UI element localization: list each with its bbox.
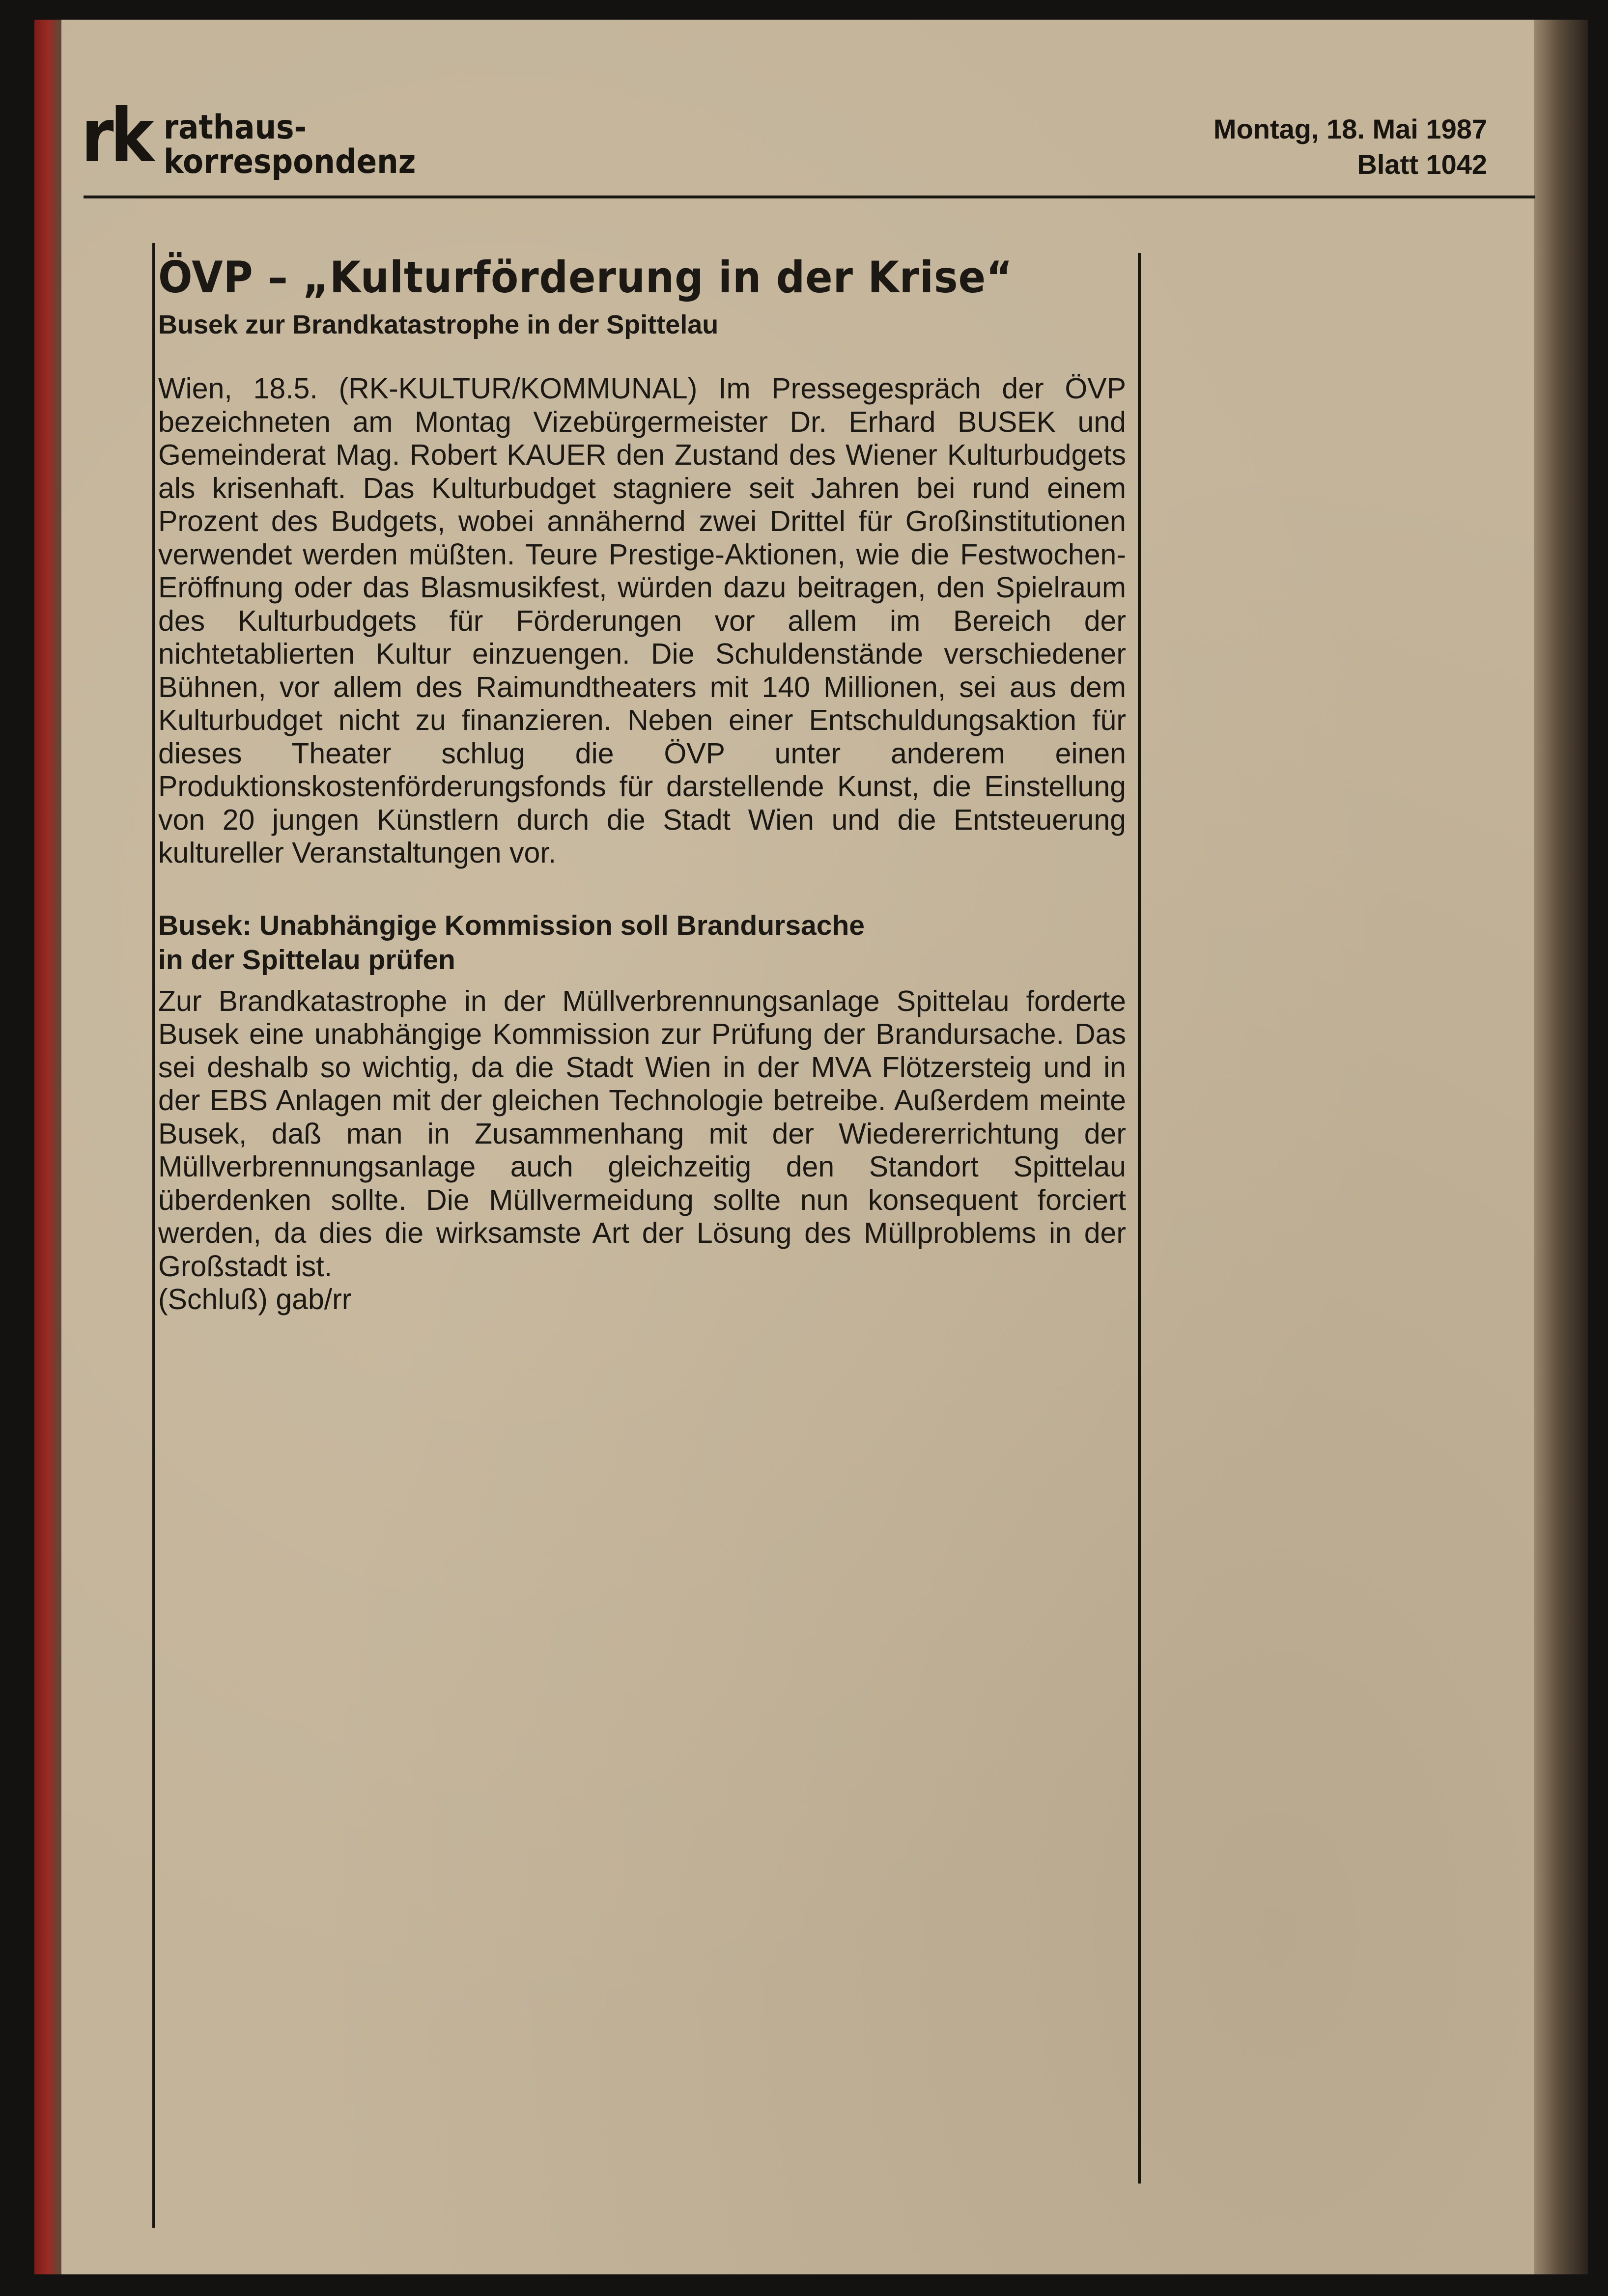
logo-word-rathaus: rathaus- xyxy=(164,108,307,147)
article-subtitle: Busek zur Brandkatastrophe in der Spittelau xyxy=(158,310,719,339)
article-signoff: (Schluß) gab/rr xyxy=(158,1283,352,1316)
logo-word-korrespondenz: korrespondenz xyxy=(164,142,416,181)
subheading-line-1: Busek: Unabhängige Kommission soll Brandursache xyxy=(158,909,865,941)
page-edge-shadow xyxy=(1534,20,1588,2274)
subheading-line-2: in der Spittelau prüfen xyxy=(158,944,455,976)
article xyxy=(158,251,1126,1316)
article-border-right xyxy=(1138,253,1141,2184)
sheet-number: Blatt 1042 xyxy=(1357,149,1487,180)
issue-date: Montag, 18. Mai 1987 xyxy=(1213,113,1487,144)
section-subheading xyxy=(158,908,1126,977)
header-rule xyxy=(84,196,1535,198)
article-border-left xyxy=(152,243,155,2228)
logo-abbreviation: rk xyxy=(81,93,151,179)
article-title: ÖVP – „Kulturförderung in der Krise“ xyxy=(158,252,1013,303)
binding-edge xyxy=(34,20,61,2274)
article-paragraph-2: Zur Brandkatastrophe in der Müllverbrennungsanlage Spittelau forderte Busek eine unabhängige Kommission zur Prüfung der Brandursache. Das sei deshalb so wichtig, da die Stadt Wien in der MVA Flötzersteig und in der EBS Anlagen mit der gleichen Technologie betreibe. Außerdem meinte Busek, daß man in Zusammenhang mit der Wiedererrichtung der Müllverbrennungsanlage auch gleichzeitig den Standort Spittelau überdenken sollte. Die Müllvermeidung sollte nun konsequent forciert werden, da dies die wirksamste Art der Lösung des Müllproblems in der Großstadt ist. xyxy=(158,984,1126,1283)
article-paragraph-1: Wien, 18.5. (RK-KULTUR/KOMMUNAL) Im Pressegespräch der ÖVP bezeichneten am Montag Vizebürgermeister Dr. Erhard BUSEK und Gemeinderat Mag. Robert KAUER den Zustand des Wiener Kulturbudgets als krisenhaft. Das Kulturbudget stagniere seit Jahren bei rund einem Prozent des Budgets, wobei annähernd zwei Drittel für Großinstitutionen verwendet werden müßten. Teure Prestige-Aktionen, wie die Festwochen-Eröffnung oder das Blasmusikfest, würden dazu beitragen, den Spielraum des Kulturbudgets für Förderungen vor allem im Bereich der nichtetablierten Kultur einzuengen. Die Schuldenstände verschiedener Bühnen, vor allem des Raimundtheaters mit 140 Millionen, sei aus dem Kulturbudget nicht zu finanzieren. Neben einer Entschuldungsaktion für dieses Theater schlug die ÖVP unter anderem einen Produktionskostenförderungsfonds für darstellende Kunst, die Einstellung von 20 jungen Künstlern durch die Stadt Wien und die Entsteuerung kultureller Veranstaltungen vor. xyxy=(158,372,1126,869)
document-page xyxy=(34,20,1588,2274)
